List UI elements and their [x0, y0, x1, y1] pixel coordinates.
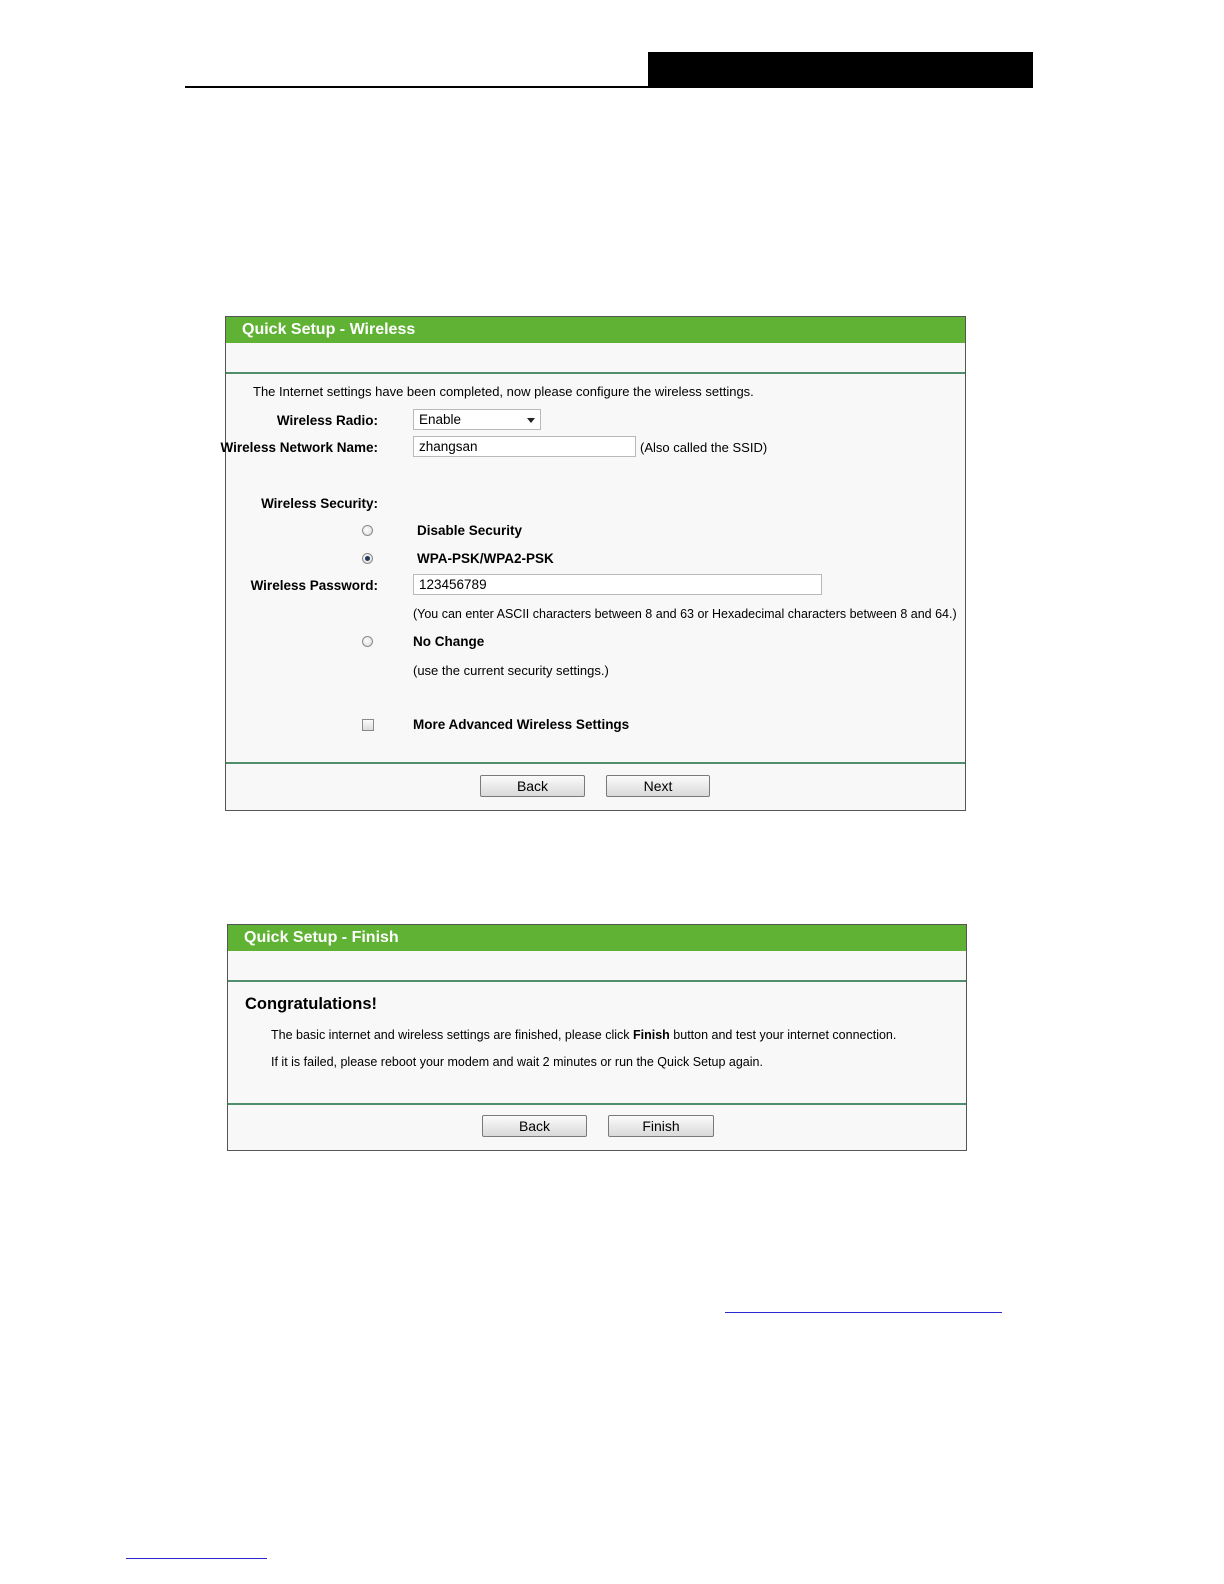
panel-band	[228, 951, 966, 982]
finish-line-1-start: The basic internet and wireless settings are finished, please click	[271, 1028, 633, 1042]
panel-title: Quick Setup - Wireless	[226, 317, 965, 343]
wireless-radio-value: Enable	[419, 412, 462, 427]
advanced-settings-checkbox[interactable]	[362, 719, 374, 731]
congratulations-heading: Congratulations!	[245, 995, 377, 1013]
finish-button[interactable]: Finish	[608, 1115, 714, 1137]
password-hint: (You can enter ASCII characters between 8 and 63 or Hexadecimal characters between 8 and 64.)	[413, 607, 957, 621]
finish-line-1	[271, 1028, 896, 1042]
disable-security-label: Disable Security	[417, 523, 523, 538]
no-change-label: No Change	[413, 634, 485, 649]
panel-band	[226, 343, 965, 374]
wireless-radio-label: Wireless Radio:	[276, 413, 378, 428]
password-input[interactable]: 123456789	[413, 574, 822, 595]
password-label: Wireless Password:	[250, 578, 378, 593]
footer-divider	[228, 1103, 966, 1105]
ssid-label: Wireless Network Name:	[220, 440, 378, 455]
finish-line-1-bold: Finish	[633, 1028, 670, 1042]
ssid-note: (Also called the SSID)	[640, 440, 768, 455]
advanced-settings-label: More Advanced Wireless Settings	[413, 717, 630, 732]
wireless-radio-select[interactable]	[413, 409, 541, 430]
wireless-setup-panel	[220, 316, 966, 811]
footer-divider	[226, 762, 965, 764]
no-change-radio[interactable]	[362, 636, 373, 647]
finish-line-2: If it is failed, please reboot your modem and wait 2 minutes or run the Quick Setup again.	[271, 1055, 763, 1069]
panel-title: Quick Setup - Finish	[228, 925, 966, 951]
wireless-security-label: Wireless Security:	[261, 496, 378, 511]
no-change-hint: (use the current security settings.)	[413, 663, 609, 678]
header-bar	[648, 52, 1033, 88]
ssid-input[interactable]: zhangsan	[413, 436, 636, 457]
wpa-psk-radio[interactable]	[362, 553, 373, 564]
wpa-psk-label: WPA-PSK/WPA2-PSK	[417, 551, 554, 566]
intro-text: The Internet settings have been completed, now please configure the wireless settings.	[253, 384, 754, 399]
back-button[interactable]: Back	[482, 1115, 587, 1137]
disable-security-radio[interactable]	[362, 525, 373, 536]
finish-setup-panel	[227, 924, 967, 1151]
next-button[interactable]: Next	[606, 775, 710, 797]
link-underline[interactable]	[725, 1312, 1002, 1313]
finish-line-1-end: button and test your internet connection.	[669, 1028, 897, 1042]
link-underline[interactable]	[126, 1558, 267, 1559]
chevron-down-icon	[527, 418, 535, 423]
back-button[interactable]: Back	[480, 775, 585, 797]
